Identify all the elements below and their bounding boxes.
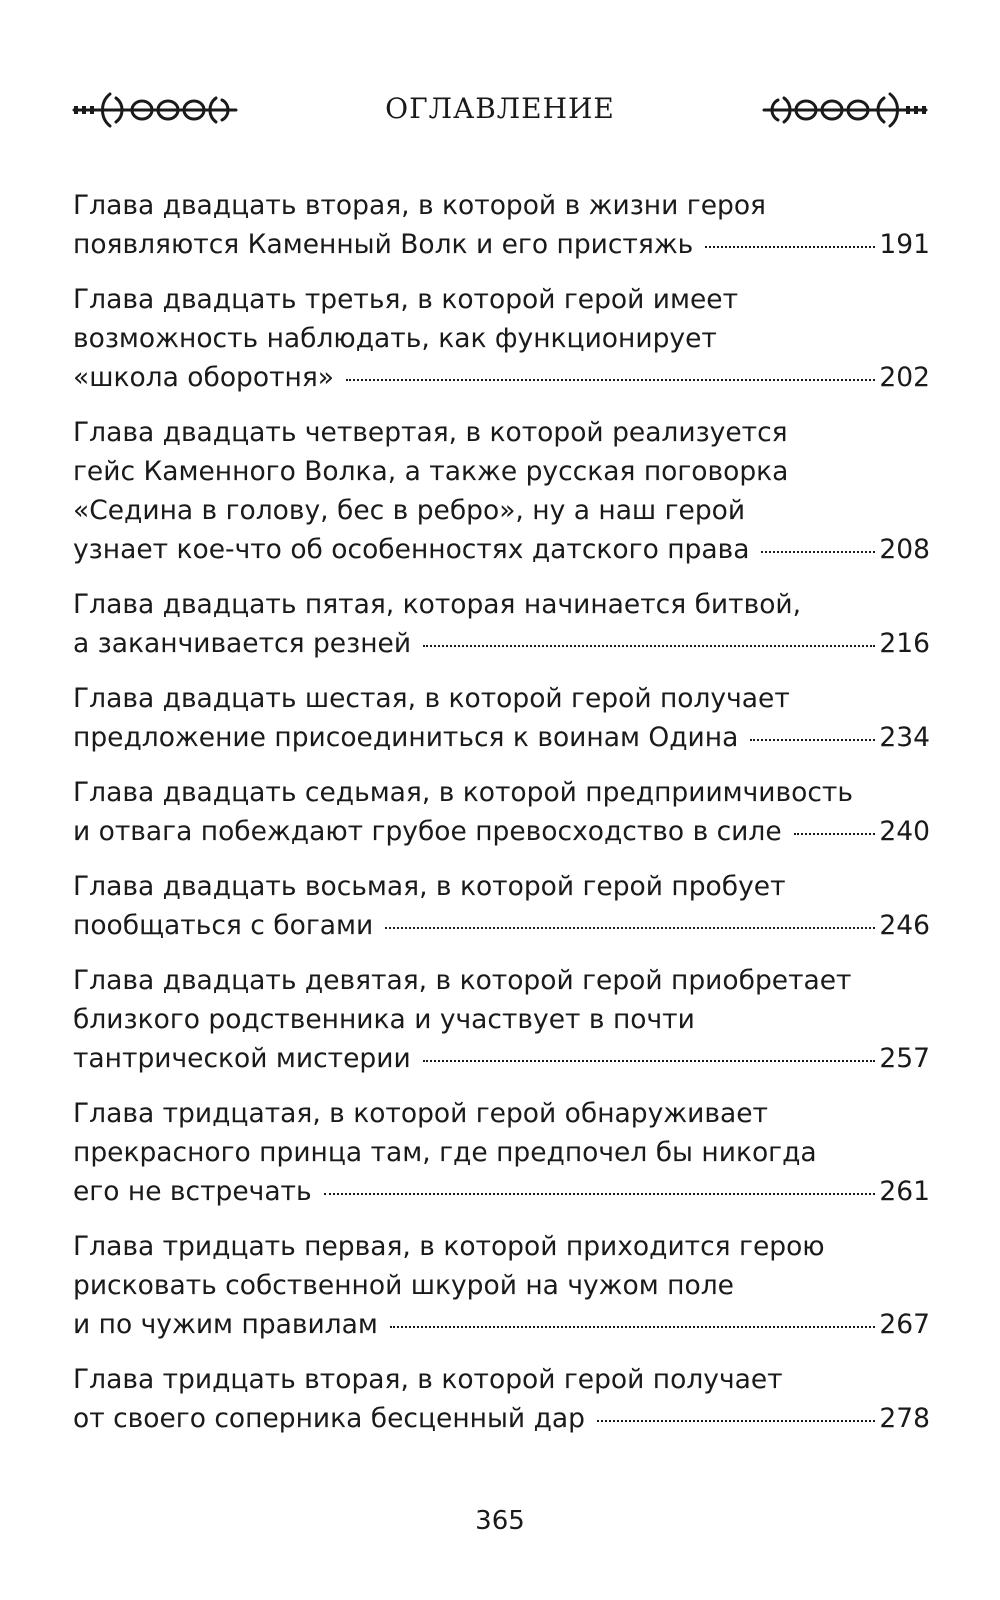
toc-page-number: 261 — [879, 1176, 930, 1207]
page-header — [70, 80, 930, 140]
toc-entry-last-line — [73, 718, 930, 757]
toc-entry[interactable] — [73, 773, 930, 851]
toc-entry[interactable] — [73, 1227, 930, 1344]
toc-entry-title-line: гейс Каменного Волка, а также русская поговорка — [73, 456, 789, 487]
toc-entry-title-line: Глава двадцать восьмая, в которой герой пробует — [73, 871, 786, 902]
dot-leader — [794, 833, 876, 835]
page-number: 365 — [475, 1506, 525, 1536]
table-of-contents — [73, 186, 930, 1454]
toc-entry-title-line: узнает кое-что об особенностях датского права — [73, 534, 750, 565]
toc-entry-title-line: Глава тридцатая, в которой герой обнаруживает — [73, 1098, 768, 1129]
toc-entry-last-line — [73, 530, 930, 569]
toc-page-number: 202 — [879, 362, 930, 393]
toc-heading: ОГЛАВЛЕНИЕ — [385, 92, 615, 125]
toc-page-number: 246 — [879, 910, 930, 941]
toc-entry-title-line: рисковать собственной шкурой на чужом поле — [73, 1270, 734, 1301]
dot-leader — [324, 1193, 876, 1195]
toc-entry[interactable] — [73, 1094, 930, 1211]
toc-entry[interactable] — [73, 1360, 930, 1438]
toc-entry-title-line: близкого родственника и участвует в почти — [73, 1004, 695, 1035]
toc-entry-title-line: от своего соперника бесценный дар — [73, 1403, 585, 1434]
dot-leader — [705, 246, 875, 248]
dot-leader — [597, 1420, 875, 1422]
toc-entry-last-line — [73, 812, 930, 851]
toc-entry-last-line — [73, 624, 930, 663]
toc-page-number: 234 — [879, 722, 930, 753]
toc-entry-title-line: пообщаться с богами — [73, 910, 374, 941]
toc-entry-title-line: «Седина в голову, бес в ребро», ну а наш герой — [73, 495, 746, 526]
ornament-icon — [760, 88, 930, 132]
toc-entry-title-line: Глава двадцать вторая, в которой в жизни героя — [73, 190, 766, 221]
toc-entry-title-line: и отвага побеждают грубое превосходство в силе — [73, 816, 782, 847]
toc-entry-last-line — [73, 906, 930, 945]
toc-entry-title-line: прекрасного принца там, где предпочел бы никогда — [73, 1137, 817, 1168]
toc-entry-title-line: Глава тридцать вторая, в которой герой получает — [73, 1364, 783, 1395]
dot-leader — [423, 645, 875, 647]
dot-leader — [750, 739, 875, 741]
dot-leader — [390, 1326, 876, 1328]
dot-leader — [423, 1060, 876, 1062]
toc-entry-title-line: а заканчивается резней — [73, 628, 412, 659]
toc-page-number: 240 — [879, 816, 930, 847]
toc-entry-title-line: Глава двадцать седьмая, в которой предприимчивость — [73, 777, 853, 808]
toc-page-number: 257 — [879, 1043, 930, 1074]
toc-entry-title-line: возможность наблюдать, как функционирует — [73, 323, 717, 354]
toc-entry-title-line: Глава двадцать четвертая, в которой реализуется — [73, 417, 788, 448]
toc-entry-title-line: появляются Каменный Волк и его пристяжь — [73, 229, 694, 260]
toc-entry-title-line: тантрической мистерии — [73, 1043, 411, 1074]
toc-entry-title-line: Глава двадцать шестая, в которой герой получает — [73, 683, 790, 714]
dot-leader — [385, 927, 875, 929]
toc-entry[interactable] — [73, 186, 930, 264]
toc-entry-title-line: «школа оборотня» — [73, 362, 335, 393]
toc-entry-last-line — [73, 358, 930, 397]
toc-entry-title-line: Глава двадцать девятая, в которой герой приобретает — [73, 965, 852, 996]
toc-page-number: 267 — [879, 1309, 930, 1340]
toc-entry[interactable] — [73, 867, 930, 945]
toc-page-number: 191 — [879, 229, 930, 260]
toc-entry[interactable] — [73, 679, 930, 757]
toc-entry-last-line — [73, 1039, 930, 1078]
toc-entry[interactable] — [73, 280, 930, 397]
toc-entry-title-line: Глава двадцать пятая, которая начинается битвой, — [73, 589, 802, 620]
toc-entry-last-line — [73, 1172, 930, 1211]
dot-leader — [761, 551, 875, 553]
toc-page-number: 208 — [879, 534, 930, 565]
toc-entry-title-line: Глава тридцать первая, в которой приходится герою — [73, 1231, 825, 1262]
toc-entry-title-line: предложение присоединиться к воинам Одина — [73, 722, 739, 753]
toc-entry-last-line — [73, 225, 930, 264]
toc-entry[interactable] — [73, 961, 930, 1078]
toc-page-number: 216 — [879, 628, 930, 659]
toc-entry-title-line: и по чужим правилам — [73, 1309, 378, 1340]
dot-leader — [346, 379, 875, 381]
toc-entry[interactable] — [73, 585, 930, 663]
toc-entry-last-line — [73, 1399, 930, 1438]
toc-entry[interactable] — [73, 413, 930, 569]
toc-page-number: 278 — [879, 1403, 930, 1434]
toc-entry-title-line: его не встречать — [73, 1176, 312, 1207]
toc-entry-last-line — [73, 1305, 930, 1344]
toc-entry-title-line: Глава двадцать третья, в которой герой имеет — [73, 284, 739, 315]
